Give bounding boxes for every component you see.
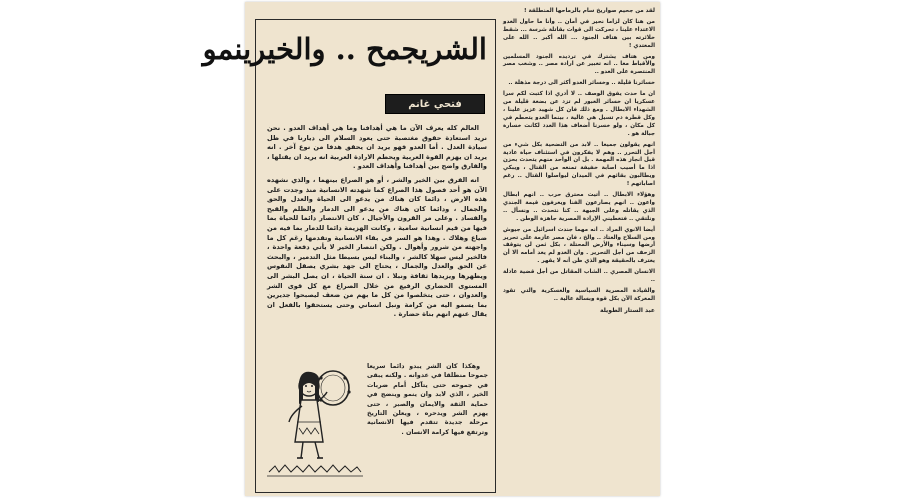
- side-paragraph: والقيادة المصرية السياسية والعسكرية والتي تقود المعركة الآن بكل قوة وبسالة عالية ..: [503, 288, 655, 302]
- article-closing-paragraph: وهكذا كان الشر يبدو دائما سريعا جموحا منطلقا في عدوانه . ولكنه يبقى في جموحه حتى يتآكل أمام ضربات الخير ، الذي لابد وان ينمو وينضج في حماية الثقة والايمان والصبر ، حتى يهزم الشر ويدحره ، ويعلن التاريخ مرحلة جديدة تتقدم فيها الانسانية وترتفع فيها كرامة الانسان .: [367, 363, 488, 436]
- article-title: الشريجمح .. والخيرينمو: [202, 32, 487, 66]
- side-column: [503, 8, 655, 494]
- side-paragraph: انهم يقولون جميعا .. لابد من التضحية بكل شيء من أجل التحرر .. وهم لا يفكرون في استئناف حياة عادية قبل انجاز هذه المهمة . بل ان الواحد منهم يتحدث بحزن اذا ما أصيب اصابة خفيفة تمنعه من القتال ، ويبكي ويطالبون بقائهم في الميدان ليواصلوا القتال .. رغم اصاباتهم !: [503, 141, 655, 188]
- side-paragraph: خسائرنا قليلة .. وخسائر العدو أكثر الى درجة مذهلة ..: [508, 80, 655, 87]
- author-byline: فتحي غانم: [385, 94, 485, 114]
- article-closing: [367, 362, 488, 487]
- side-paragraph: وهؤلاء الابطال .. أتيت محترق حرب .. انهم ابطال واعون .. انهم يصارعون الفنا ويعرفون قيمة الجندي الذي يقاتله وعلى الجبهة .. كنا نتحدث .. ونسأل .. ونلتقي .. فتعطيني الإرادة المصرية جاهزة الوطن .: [503, 192, 655, 222]
- illustration-svg: [265, 362, 365, 487]
- side-paragraph: أيضا الانوي المراد .. انه مهما جندت اسرائيل من جيوش ومن السلاح والعتاد .. والخ ، فان مصر عازمة على تحرير أرضها وسيناء والأرض المحتلة ، بكل ثمن لن يتوقف الزحف من أجل التحرير . وان العدو لم يعد أمامه الا أن يعترف بالحقيقة وهو الذي ظن أنه لا يقهر .: [503, 226, 655, 265]
- side-signature: عبد الستار الطويلة: [599, 306, 655, 314]
- newspaper-page: [202, 2, 660, 496]
- side-paragraph: ان ما حدث يفوق الوصف .. لا أدري اذا كتبت لكم سرا عسكريا ان خسائر العبور لم تزد عن بضعة قليلة من الشهداء الابطال . ومع ذلك فان كل شهيد عزيز علينا ، وكل قطرة دم تسيل هي غالية ، بينما العدو يتحطم في كل مكان ، ولو خسرنا أضعاف هذا العدد لكانت خسارة جبالة هو .: [503, 91, 655, 137]
- article-body: [267, 124, 487, 354]
- article-paragraph: العالم كله يعرف الآن ما هي أهدافنا وما هي أهداف العدو . نحن نريد استعادة حقوق مغتصبة حتى يعود السلام الى ديارنا في ظل سيادة العدل . أما العدو فهو يريد ان يحقق هدفا من نوع آخر . انه يريد ان يهزم القوة العربية ويحطم الارادة العربية انه يريد ان يقتلها ، والفارق واضح بين أهدافنا وأهداف العدو .: [267, 124, 487, 171]
- side-paragraph: لقد من جحيم صواريخ سام بالرماحها المنطلقة !: [523, 8, 655, 14]
- side-paragraph: ومن هتاف يشترك في ترديده الجنود المسلمين والأقباط معا .. انه تعبير عن ارادة مصر .. وشعب مصر المنتصرة على العدو ..: [503, 53, 655, 76]
- side-paragraph: من هنا كان لزاما نحير في أمان .. وأنا ما حاول العدو الاعتداء علينا ، تحركت الى قوات بقاتلة شرسة ... شقط خلائرته بين هتاف الجنود ... الله أكبر .. الله على المعتدي !: [503, 18, 655, 49]
- article-paragraph: انه الفرق بين الخير والشر ، أو هو الصراع بينهما ، والذي نشهده الآن هو أحد فصول هذا الصراع كما شهدته الانسانية منذ وجدت على هذه الارض ، دائما كان هناك من يدعو الى الحياة والعدل والحق والجمال ، ودائما كان هناك من يدعو الى الدمار والظلم والقبح والفساد . وعلى مر القرون والأجيال ، كان الانتصار دائما للحياة بما فيها من قيم انسانية سامية ، وكانت الهزيمة دائما للدمار بما فيه من ضياع وهلاك . وهذا هو السر في بقاء الانسانية وتقدمها رغم كل ما واجهته من شرور وأهوال . ولكن انتصار الخير لا يأتي دفعة واحدة ، فالخير ليس سهلا كالشر ، والبناء ليس بسيطا مثل التدمير ، والبحث عن الحق والعدل والجمال ، يحتاج الى جهد بشري يصقل النفوس ويطهرها ويزيدها ثقافة ونبلا . ان سنة الحياة ، ان يصل البشر الى المستوى الحضاري الرفيع من خلال الصراع مع كل قوى الشر والعدوان ، حتى يتخلصوا من كل ما بهم من ضعف ليصبحوا جديرين بما يسمو اليه من كرامة ونبل انساني وحتى يستحقوا بالفعل ان يقال عنهم انهم بناة حضارة .: [267, 175, 487, 319]
- child-with-tambourine-drawing-icon: [265, 362, 365, 487]
- side-paragraph: الانسان المصري .. الشاب المقاتل من أجل قضية عادلة ..: [503, 269, 655, 284]
